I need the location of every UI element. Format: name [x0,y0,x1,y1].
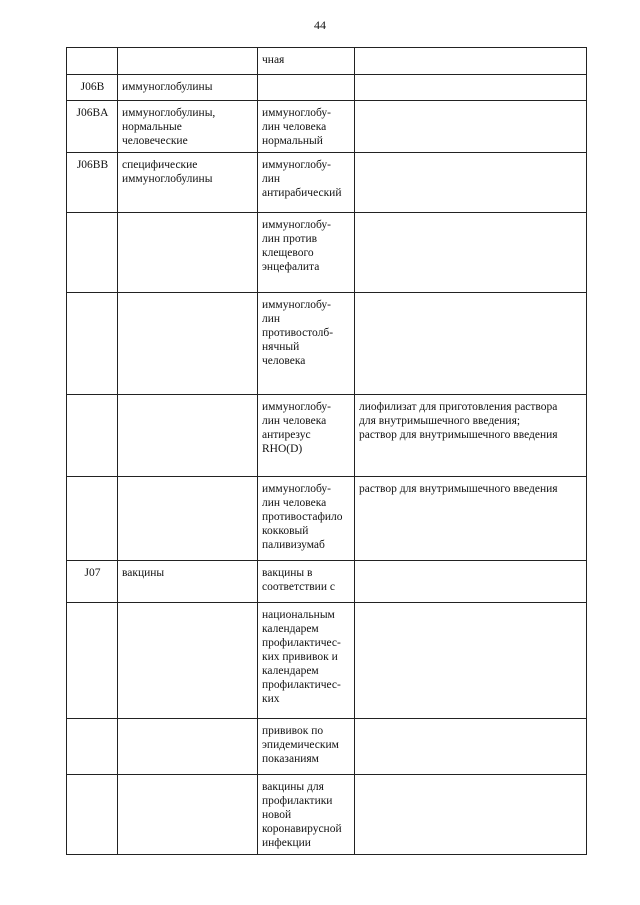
table-row [67,719,587,775]
drug-name-cell-text: чная [262,54,285,66]
atc-code-cell-text: J07 [84,567,101,579]
atc-code-cell-text: J06B [80,81,105,93]
dosage-form-cell-text: лиофилизат для приготовления раствора для внутримышечного введения; раствор для внутримышечного введения [359,401,558,441]
atc-code-cell [67,603,118,719]
atc-code-cell [67,561,118,603]
atc-code-cell [67,213,118,293]
table-row [67,101,587,153]
dosage-form-cell [355,213,587,293]
atc-code-cell [67,477,118,561]
group-name-cell [118,153,258,213]
dosage-form-cell [355,395,587,477]
table-row [67,48,587,75]
page-number: 44 [314,18,326,32]
table-row [67,775,587,855]
table-row [67,153,587,213]
group-name-cell [118,395,258,477]
drug-name-cell-text: национальным календарем профилактичес- ких прививок и календарем профилактичес- ких [262,609,341,705]
group-name-cell [118,293,258,395]
drug-name-cell-text: иммуноглобу- лин противостолб- нячный человека [262,299,334,367]
drug-name-cell [258,775,355,855]
dosage-form-cell [355,293,587,395]
dosage-form-cell [355,477,587,561]
drug-name-cell-text: прививок по эпидемическим показаниям [262,725,339,765]
drug-name-cell [258,153,355,213]
atc-code-cell [67,293,118,395]
dosage-form-cell [355,561,587,603]
dosage-form-cell [355,48,587,75]
group-name-cell-text: специфические иммуноглобулины [122,159,213,185]
drug-name-cell-text: вакцины в соответствии с [262,567,335,593]
drug-name-cell [258,603,355,719]
group-name-cell-text: вакцины [122,567,165,579]
group-name-cell [118,101,258,153]
table-row [67,603,587,719]
drug-name-cell [258,75,355,101]
dosage-form-cell [355,75,587,101]
atc-code-cell [67,48,118,75]
drug-name-cell [258,101,355,153]
atc-code-cell [67,153,118,213]
table-row [67,561,587,603]
group-name-cell [118,719,258,775]
table-row [67,213,587,293]
group-name-cell [118,603,258,719]
group-name-cell [118,75,258,101]
table-row [67,395,587,477]
group-name-cell [118,213,258,293]
atc-code-cell [67,101,118,153]
group-name-cell [118,477,258,561]
drug-name-cell-text: иммуноглобу- лин антирабический [262,159,342,199]
atc-code-cell [67,395,118,477]
drug-name-cell [258,477,355,561]
atc-code-cell [67,719,118,775]
dosage-form-cell [355,775,587,855]
group-name-cell-text: иммуноглобулины, нормальные человеческие [122,107,216,147]
table-row [67,75,587,101]
dosage-form-cell [355,101,587,153]
drug-name-cell-text: иммуноглобу- лин против клещевого энцефалита [262,219,331,273]
atc-code-cell-text: J06BA [76,107,109,119]
group-name-cell-text: иммуноглобулины [122,81,213,93]
drug-name-cell [258,561,355,603]
dosage-form-cell [355,603,587,719]
drug-name-cell-text: иммуноглобу- лин человека антирезус RHO(D) [262,401,331,455]
drug-name-cell [258,293,355,395]
group-name-cell [118,48,258,75]
drug-name-cell-text: иммуноглобу- лин человека нормальный [262,107,331,147]
drug-name-cell-text: иммуноглобу- лин человека противостафило кокковый паливизумаб [262,483,343,551]
group-name-cell [118,561,258,603]
table-row [67,477,587,561]
table-row [67,293,587,395]
drug-name-cell [258,48,355,75]
group-name-cell [118,775,258,855]
dosage-form-cell-text: раствор для внутримышечного введения [359,483,558,495]
atc-code-cell [67,75,118,101]
drug-name-cell [258,719,355,775]
drug-table [66,47,587,855]
drug-name-cell [258,213,355,293]
dosage-form-cell [355,153,587,213]
drug-name-cell-text: вакцины для профилактики новой коронавирусной инфекции [262,781,342,849]
drug-name-cell [258,395,355,477]
dosage-form-cell [355,719,587,775]
atc-code-cell-text: J06BB [76,159,109,171]
atc-code-cell [67,775,118,855]
